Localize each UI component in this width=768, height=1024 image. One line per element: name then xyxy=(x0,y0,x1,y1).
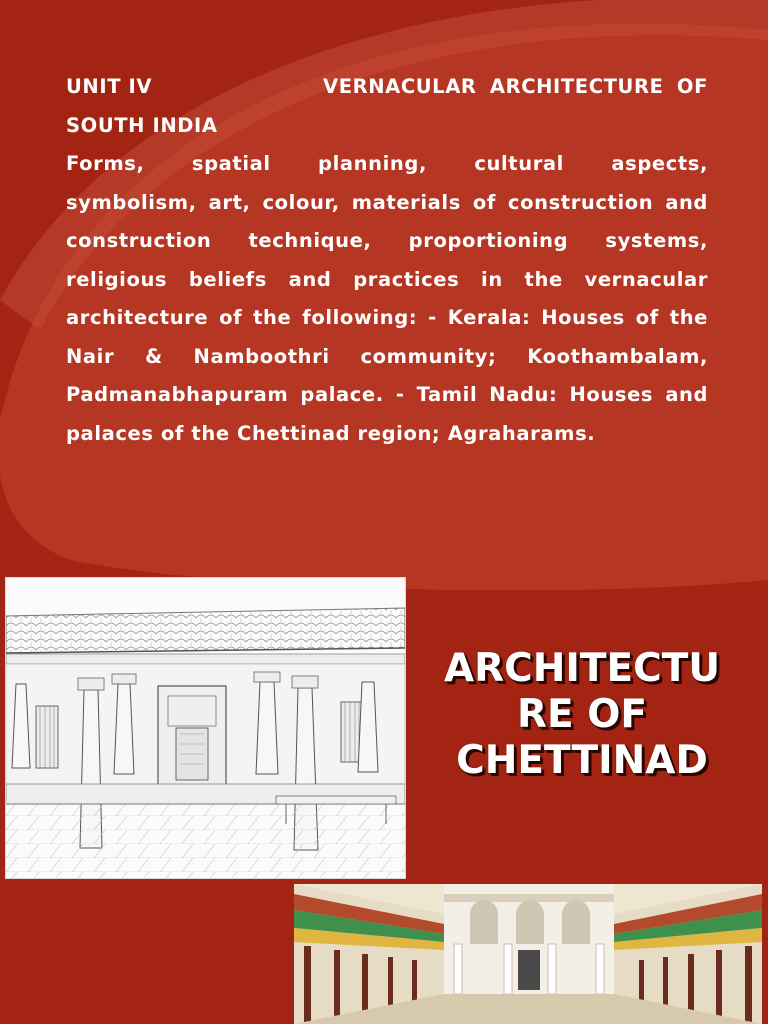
syllabus-line-8: palaces of the Chettinad region; Agraharams. xyxy=(66,421,596,445)
syllabus-line-5: architecture of the following: - Kerala: Houses of the xyxy=(66,306,708,329)
syllabus-line-7: Padmanabhapuram palace. - Tamil Nadu: Houses and xyxy=(66,383,708,406)
title-line-2: RE OF xyxy=(516,692,648,737)
house-sketch-image xyxy=(5,577,406,879)
unit-heading xyxy=(66,68,708,107)
chettinad-title xyxy=(412,646,752,784)
syllabus-line-6: Nair & Namboothri community; Koothambalam, xyxy=(66,344,708,368)
unit-label: UNIT IV xyxy=(66,75,153,98)
syllabus-line-4: religious beliefs and practices in the vernacular xyxy=(66,267,708,291)
title-line-1: ARCHITECTU xyxy=(443,646,721,691)
unit-title: VERNACULAR ARCHITECTURE OF xyxy=(323,75,708,98)
syllabus-line-3: construction technique, proportioning systems, xyxy=(66,229,708,252)
title-line-3: CHETTINAD xyxy=(456,738,708,783)
courtyard-photo xyxy=(294,884,762,1024)
syllabus-line-1: Forms, spatial planning, cultural aspects, xyxy=(66,152,708,175)
syllabus-line-2: symbolism, art, colour, materials of construction and xyxy=(66,190,708,214)
unit-title-continued: SOUTH INDIA xyxy=(66,113,218,137)
syllabus-text xyxy=(66,68,708,453)
